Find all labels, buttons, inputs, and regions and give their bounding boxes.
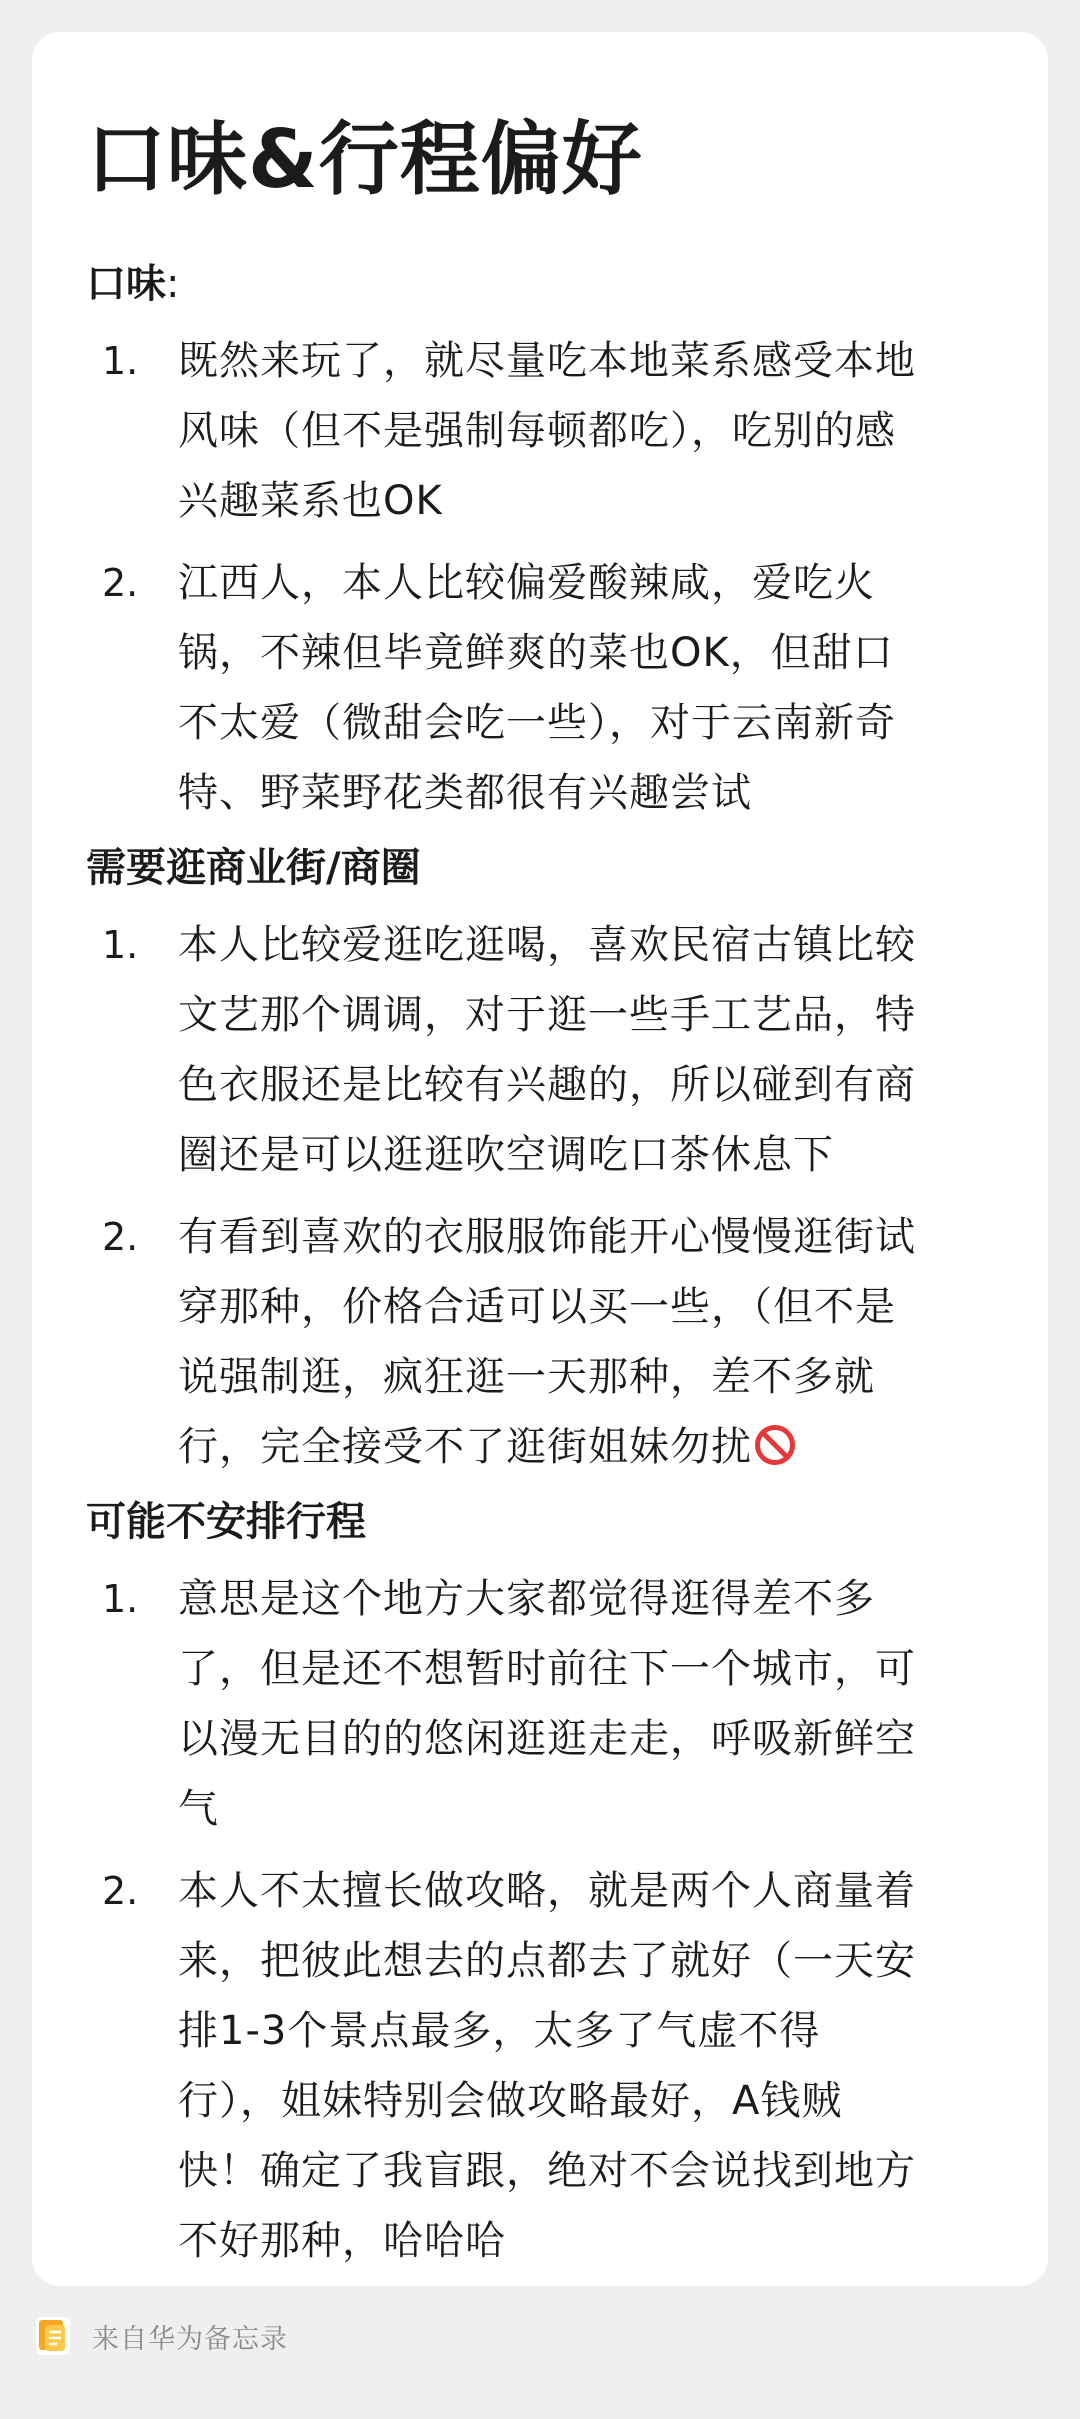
list-item-text-wrapper [178, 1202, 918, 1482]
shopping-list [86, 910, 1048, 1482]
no-entry-icon [754, 1424, 796, 1466]
list-number: 2. [102, 1215, 139, 1259]
section-heading-unplanned: 可能不安排行程 [86, 1499, 366, 1545]
list-number: 1. [102, 1577, 139, 1621]
list-item-text: 有看到喜欢的衣服服饰能开心慢慢逛街试穿那种，价格合适可以买一些，（但不是说强制逛，疯狂逛一天那种，差不多就行，完全接受不了逛街姐妹勿扰 [178, 1214, 916, 1470]
list-number: 1. [102, 923, 139, 967]
list-item-text: 意思是这个地方大家都觉得逛得差不多了，但是还不想暂时前往下一个城市，可以漫无目的的悠闲逛逛走走，呼吸新鲜空气 [178, 1576, 916, 1832]
list-number: 1. [102, 339, 139, 383]
page-title: 口味&行程偏好 [86, 113, 643, 206]
list-item [86, 548, 1048, 828]
list-item-text: 本人比较爱逛吃逛喝，喜欢民宿古镇比较文艺那个调调，对于逛一些手工艺品，特色衣服还是比较有兴趣的，所以碰到有商圈还是可以逛逛吹空调吃口茶休息下 [178, 922, 916, 1178]
list-item [86, 1564, 1048, 1844]
note-card [32, 32, 1048, 2286]
source-footer [36, 2312, 288, 2360]
unplanned-list [86, 1564, 1048, 2276]
section-heading-taste [86, 258, 1048, 310]
list-item-text: 江西人，本人比较偏爱酸辣咸，爱吃火锅，不辣但毕竟鲜爽的菜也OK，但甜口不太爱（微甜会吃一些），对于云南新奇特、野菜野花类都很有兴趣尝试 [178, 560, 896, 816]
list-number: 2. [102, 1869, 139, 1913]
heading-colon: : [166, 261, 180, 307]
section-heading-shopping: 需要逛商业街/商圈 [86, 845, 421, 891]
section-heading-text: 口味 [86, 261, 166, 307]
list-item [86, 1202, 1048, 1482]
list-item-text: 既然来玩了，就尽量吃本地菜系感受本地风味（但不是强制每顿都吃），吃别的感兴趣菜系也OK [178, 338, 916, 524]
list-item [86, 1856, 1048, 2276]
memo-app-icon [36, 2317, 70, 2355]
taste-list [86, 326, 1048, 828]
list-item-text: 本人不太擅长做攻略，就是两个人商量着来，把彼此想去的点都去了就好（一天安排1-3个景点最多，太多了气虚不得行），姐妹特别会做攻略最好，A钱贼快！确定了我盲跟，绝对不会说找到地方不好那种，哈哈哈 [178, 1868, 916, 2264]
list-item [86, 910, 1048, 1190]
list-number: 2. [102, 561, 139, 605]
footer-source-text: 来自华为备忘录 [92, 2323, 288, 2355]
list-item [86, 326, 1048, 536]
